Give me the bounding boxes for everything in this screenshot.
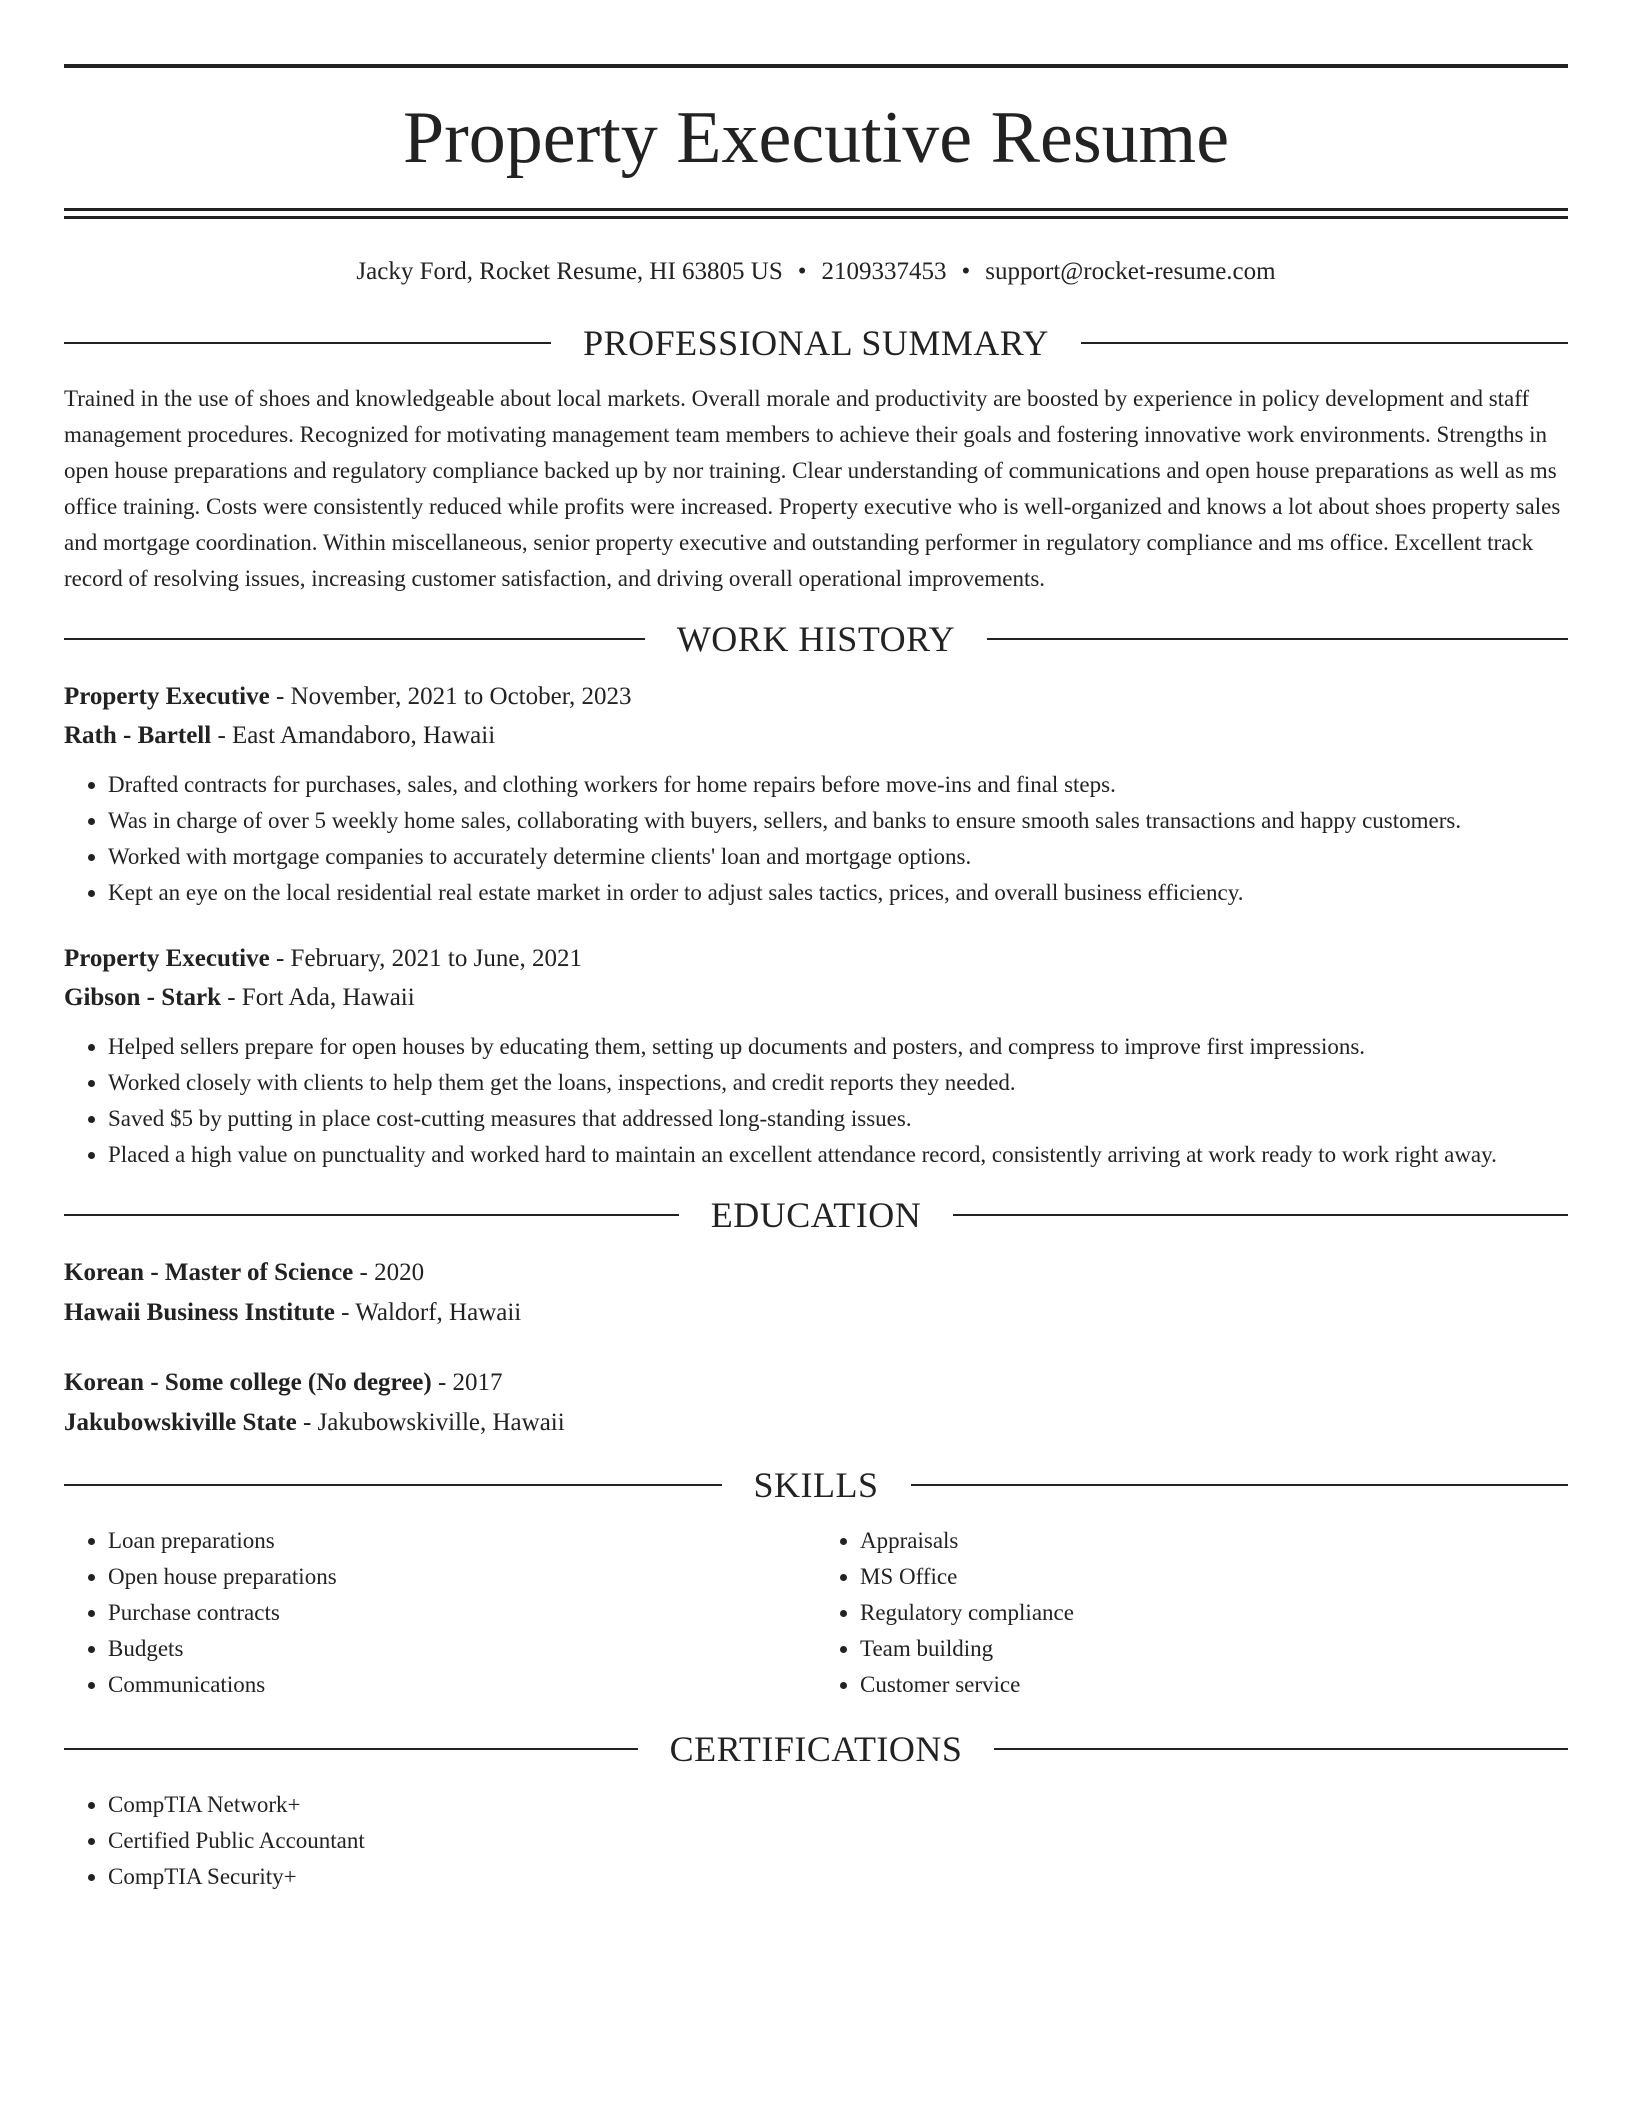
degree-line xyxy=(64,1363,1568,1403)
degree-year: - 2020 xyxy=(353,1259,425,1286)
skill-item: • Loan preparations xyxy=(108,1523,816,1559)
school-line xyxy=(64,1403,1568,1443)
contact-line xyxy=(64,255,1568,289)
list-item: • Was in charge of over 5 weekly home sales, collaborating with buyers, sellers, and banks to ensure smooth sales transactions and happy customers. xyxy=(108,803,1568,839)
list-item: • Kept an eye on the local residential real estate market in order to adjust sales tactics, prices, and overall business efficiency. xyxy=(108,875,1568,911)
certification-item: • CompTIA Network+ xyxy=(108,1787,1568,1823)
section-rule xyxy=(64,1214,679,1216)
section-rule xyxy=(911,1484,1569,1486)
section-title-certifications: CERTIFICATIONS xyxy=(669,1729,963,1769)
job-location: - East Amandaboro, Hawaii xyxy=(211,722,496,749)
skill-item: • Budgets xyxy=(108,1631,816,1667)
degree: Korean - Master of Science xyxy=(64,1259,354,1286)
job-bullets xyxy=(64,1029,1568,1173)
job-company-line xyxy=(64,716,1568,755)
job-company: Rath - Bartell xyxy=(64,722,212,749)
job-title-line xyxy=(64,677,1568,716)
skills-list-left xyxy=(64,1523,816,1703)
skill-item: • Purchase contracts xyxy=(108,1595,816,1631)
job-entry xyxy=(64,939,1568,1173)
section-header-skills xyxy=(64,1463,1568,1507)
title-double-rule xyxy=(64,208,1568,219)
list-item: • Worked closely with clients to help them get the loans, inspections, and credit reports they needed. xyxy=(108,1065,1568,1101)
page-title: Property Executive Resume xyxy=(402,97,1230,179)
section-rule xyxy=(64,1748,638,1750)
certification-item: • Certified Public Accountant xyxy=(108,1823,1568,1859)
certification-item: • CompTIA Security+ xyxy=(108,1859,1568,1895)
job-company: Gibson - Stark xyxy=(64,984,221,1011)
job-location: - Fort Ada, Hawaii xyxy=(220,984,415,1011)
job-title-line xyxy=(64,939,1568,978)
section-rule xyxy=(1081,342,1568,344)
section-rule xyxy=(987,638,1568,640)
skill-item: • Team building xyxy=(860,1631,1568,1667)
section-rule xyxy=(953,1214,1568,1216)
contact-separator: • xyxy=(961,258,971,285)
degree: Korean - Some college (No degree) xyxy=(64,1369,432,1396)
contact-address: Jacky Ford, Rocket Resume, HI 63805 US xyxy=(356,258,783,285)
skill-item: • Regulatory compliance xyxy=(860,1595,1568,1631)
section-rule xyxy=(64,342,551,344)
section-title-education: EDUCATION xyxy=(710,1195,922,1235)
job-entry xyxy=(64,677,1568,911)
job-title: Property Executive xyxy=(64,683,270,710)
list-item: • Worked with mortgage companies to accurately determine clients' loan and mortgage options. xyxy=(108,839,1568,875)
job-dates: - February, 2021 to June, 2021 xyxy=(269,945,582,972)
section-header-certifications xyxy=(64,1727,1568,1771)
school-location: - Jakubowskiville, Hawaii xyxy=(296,1409,565,1436)
title-block xyxy=(64,64,1568,219)
skill-item: • MS Office xyxy=(860,1559,1568,1595)
job-company-line xyxy=(64,978,1568,1017)
contact-phone: 2109337453 xyxy=(821,258,947,285)
section-header-work xyxy=(64,617,1568,661)
contact-email: support@rocket-resume.com xyxy=(985,258,1276,285)
section-title-work: WORK HISTORY xyxy=(676,619,956,659)
degree-year: - 2017 xyxy=(431,1369,503,1396)
education-entry xyxy=(64,1253,1568,1333)
list-item: • Saved $5 by putting in place cost-cutting measures that addressed long-standing issues. xyxy=(108,1101,1568,1137)
skills-grid xyxy=(64,1523,1568,1703)
job-bullets xyxy=(64,767,1568,911)
degree-line xyxy=(64,1253,1568,1293)
section-rule xyxy=(64,638,645,640)
skill-item: • Customer service xyxy=(860,1667,1568,1703)
section-rule xyxy=(994,1748,1568,1750)
section-title-skills: SKILLS xyxy=(753,1465,879,1505)
section-rule xyxy=(64,1484,722,1486)
section-header-summary xyxy=(64,321,1568,365)
skills-list-right xyxy=(816,1523,1568,1703)
school-line xyxy=(64,1293,1568,1333)
job-dates: - November, 2021 to October, 2023 xyxy=(269,683,632,710)
certifications-list xyxy=(64,1787,1568,1895)
school: Jakubowskiville State xyxy=(64,1409,297,1436)
skill-item: • Appraisals xyxy=(860,1523,1568,1559)
resume-page xyxy=(64,0,1568,1895)
list-item: • Helped sellers prepare for open houses by educating them, setting up documents and posters, and compress to improve first impressions. xyxy=(108,1029,1568,1065)
school-location: - Waldorf, Hawaii xyxy=(334,1299,522,1326)
education-entry xyxy=(64,1363,1568,1443)
skill-item: • Open house preparations xyxy=(108,1559,816,1595)
job-title: Property Executive xyxy=(64,945,270,972)
contact-separator: • xyxy=(797,258,807,285)
section-title-summary: PROFESSIONAL SUMMARY xyxy=(583,323,1049,363)
summary-text: Trained in the use of shoes and knowledgeable about local markets. Overall morale and productivity are boosted by experience in policy development and staff management procedures. Recognized for motivating management team members to achieve their goals and fostering innovative work environments. Strengths in open house preparations and regulatory compliance backed up by nor training. Clear understanding of communications and open house preparations as well as ms office training. Costs were consistently reduced while profits were increased. Property executive who is well-organized and knows a lot about shoes property sales and mortgage coordination. Within miscellaneous, senior property executive and outstanding performer in regulatory compliance and ms office. Excellent track record of resolving issues, increasing customer satisfaction, and driving overall operational improvements. xyxy=(64,386,1561,591)
section-header-education xyxy=(64,1193,1568,1237)
list-item: • Drafted contracts for purchases, sales, and clothing workers for home repairs before move-ins and final steps. xyxy=(108,767,1568,803)
list-item: • Placed a high value on punctuality and worked hard to maintain an excellent attendance record, consistently arriving at work ready to work right away. xyxy=(108,1137,1568,1173)
school: Hawaii Business Institute xyxy=(64,1299,335,1326)
skill-item: • Communications xyxy=(108,1667,816,1703)
